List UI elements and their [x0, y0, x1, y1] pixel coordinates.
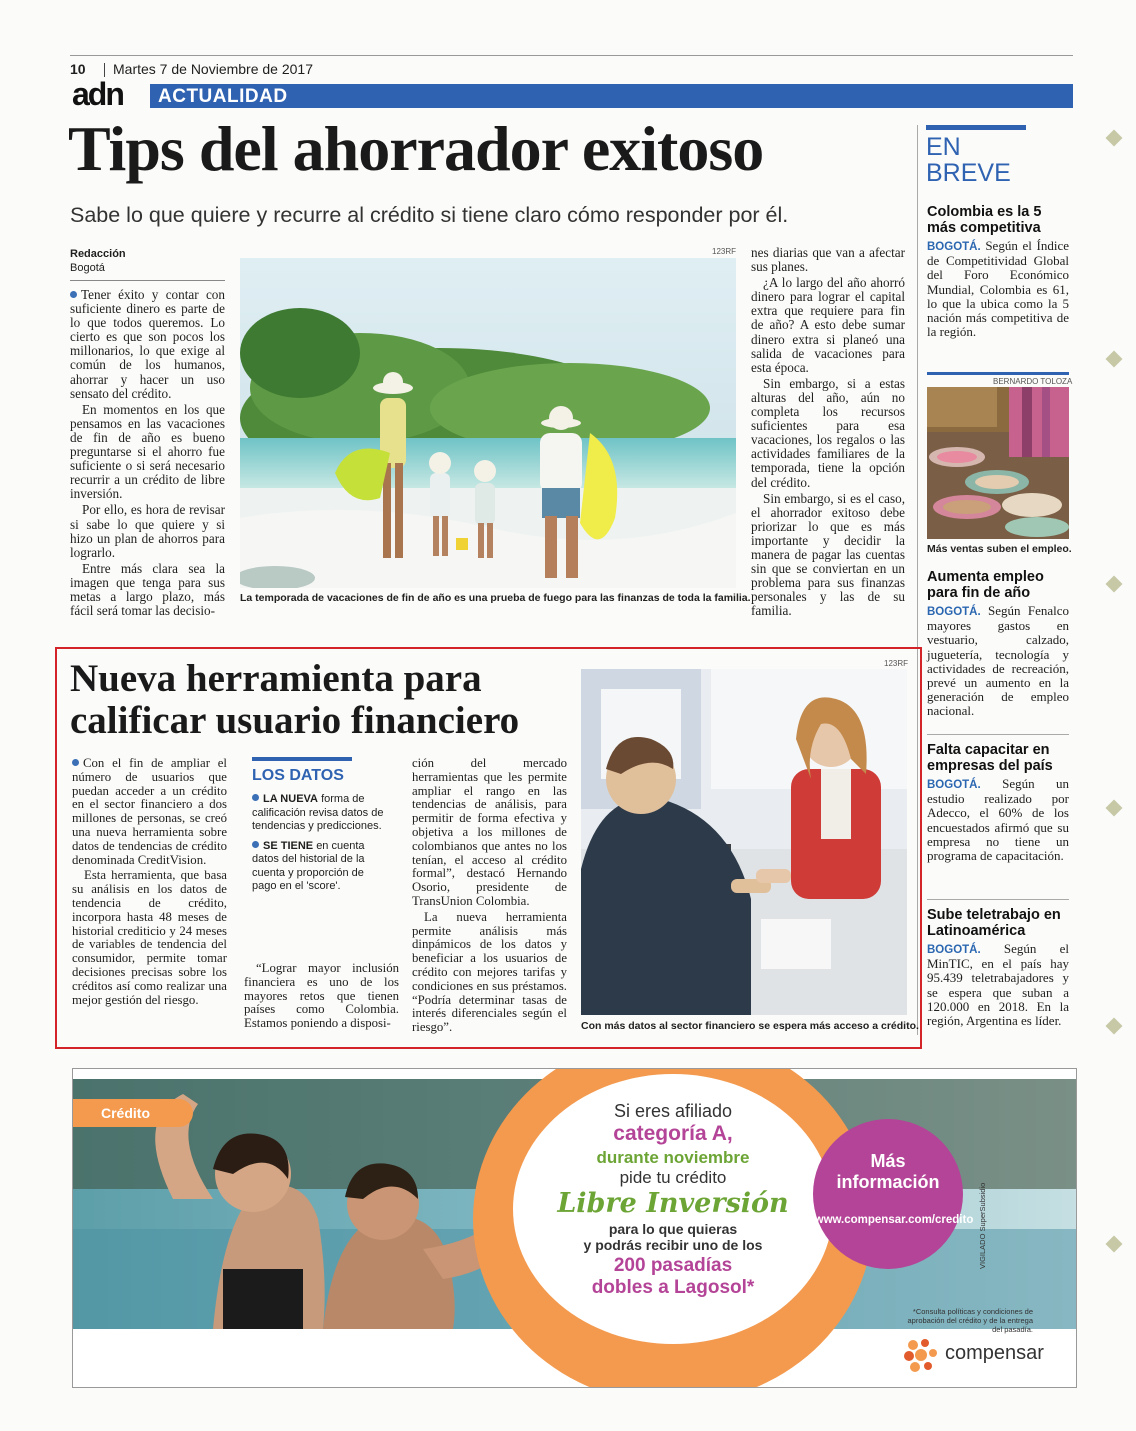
ad-disclaimer: *Consulta políticas y condiciones de aprobación del crédito y de la entrega del pasadía. — [907, 1307, 1033, 1334]
byline-location: Bogotá — [70, 262, 105, 274]
ad-vigilado: VIGILADO SuperSubsidio — [978, 1182, 987, 1269]
ad-info-circle[interactable] — [813, 1119, 963, 1269]
second-article-quote: “Lograr mayor inclusión financiera es uno de los mayores retos que tienen países como Colombia. Estamos poniendo a disposi- — [244, 961, 399, 1031]
breve-headline: Colombia es la 5 más competitiva — [927, 204, 1042, 236]
ad-credito-tag: Crédito — [73, 1099, 193, 1127]
photo-caption: La temporada de vacaciones de fin de año es una prueba de fuego para las finanzas de toda la familia. — [240, 592, 751, 604]
breve-item-1: Colombia es la 5 más competitiva BOGOTÁ. Según el Índice de Competitividad Global del Foro Económico Mundial, Colombia es 61, lo que la ubica como la 5 nación más competitiva de la región. — [927, 204, 1069, 340]
margin-mark — [1106, 1018, 1123, 1035]
second-article-col1: Con el fin de ampliar el número de usuarios que puedan acceder a un crédito en el sector financiero a dos millones de personas, se creó una nueva herramienta sobre datos de tendencias de crédito denominada CreditVision. Esta herramienta, que basa su análisis en los datos de tendencia de crédito, incorpora hasta 48 meses de historial crediticio y 24 meses de variables de tendencia del consumidor, permite tomar decisiones precisas sobre los créditos así como realizar una mejor gestión del riesgo. — [72, 756, 227, 1007]
main-subtitle: Sabe lo que quiere y recurre al crédito si tiene claro cómo responder por él. — [70, 203, 789, 227]
byline: Redacción — [70, 248, 126, 260]
breve-item-4: Sube teletrabajo en Latinoamérica BOGOTÁ. Según el MinTIC, en el país hay 95.439 teletrabajadores y se espera que suban a 120.000 en 2018. En la región, Argentina es líder. — [927, 907, 1069, 1029]
issue-date: Martes 7 de Noviembre de 2017 — [113, 61, 313, 77]
margin-mark — [1106, 130, 1123, 147]
margin-mark — [1106, 800, 1123, 817]
second-article-col3: ción del mercado herramientas que les permite ampliar el rango en las tendencias de análisis, para permitir de forma efectiva y objetiva a los millones de colombianos que antes no los tenían, el acceso al crédito formal”, destacó Hernando Osorio, presidente de TransUnion Colombia. La nueva herramienta permite análisis más dinpámicos de los datos y beneficiar a los usuarios de crédito con mejores tarifas y condiciones en sus préstamos. “Podría determinar tasas de interés diferenciales según el riesgo”. — [412, 756, 567, 1035]
breve-city: BOGOTÁ. — [927, 944, 981, 956]
ad-offer-text: Si eres afiliado categoría A, durante noviembre pide tu crédito Libre Inversión para lo que quieras y podrás recibir uno de los 200 pasadías dobles a Lagosol* — [557, 1101, 789, 1298]
main-article-col2: nes diarias que van a afectar sus planes. ¿A lo largo del año ahorró dinero para lograr el capital extra que requiere para fin de año? A esto debe sumar dinero extra si planeó una salida de vacaciones para esta época. Sin embargo, si a estas alturas del año, aún no completa los recursos suficientes para esa vacaciones, los regalos o las actividades familiares de la temporada, tiene la opción del crédito. Sin embargo, si es el caso, el ahorrador exitoso debe priorizar lo que es más importante y decidir la manera de pagar las cuentas sin que se conviertan en un problema para sus finanzas personales y las de su familia. — [751, 245, 905, 619]
section-label: ACTUALIDAD — [158, 86, 288, 107]
main-article-col1: Tener éxito y contar con suficiente dinero es parte de lo que todos queremos. Lo cierto es que son pocos los millonarios, lo que exige al común de los humanos, ahorrar y hacer un uso sensato del crédito. En momentos en los que pensamos en las vacaciones de fin de año es bueno preguntarse si el ahorro fue suficiente o si será necesario recurrir a un crédito de libre inversión. Por ello, es hora de revisar si sabe lo que quiere y si hizo un plan de ahorros para lograrlo. Entre más clara sea la imagen que tenga para sus metas a largo plazo, más fácil será tomar las decisio- — [70, 287, 225, 619]
ad-info-text: Más información — [836, 1151, 940, 1192]
adn-logo: adn — [72, 76, 123, 112]
breve-divider — [927, 734, 1069, 735]
breve-headline: Falta capacitar en empresas del país — [927, 742, 1053, 774]
bullet-dot — [70, 291, 77, 298]
en-breve-topbar — [926, 125, 1026, 130]
ad-url-link[interactable]: www.compensar.com/credito — [814, 1214, 974, 1226]
main-headline: Tips del ahorrador exitoso — [68, 113, 764, 184]
compensar-brand: compensar — [945, 1342, 1044, 1364]
second-photo-caption: Con más datos al sector financiero se espera más acceso a crédito. — [581, 1020, 919, 1032]
section-bar — [150, 84, 1073, 108]
margin-mark — [1106, 351, 1123, 368]
breve-headline: Sube teletrabajo en Latinoamérica — [927, 907, 1061, 939]
byline-rule — [70, 280, 225, 281]
page-number: 10 — [70, 61, 86, 77]
bullet-dot — [252, 841, 259, 848]
handshake-photo — [581, 669, 907, 1015]
breve-divider — [927, 899, 1069, 900]
second-photo-credit: 123RF — [884, 659, 909, 668]
breve-city: BOGOTÁ. — [927, 779, 981, 791]
datos-item-1: LA NUEVA forma de calificación revisa datos de tendencias y predicciones. — [252, 793, 384, 832]
bullet-dot — [72, 759, 79, 766]
breve-photo-caption: Más ventas suben el empleo. — [927, 543, 1072, 555]
breve-city: BOGOTÁ. — [927, 241, 981, 253]
breve-city: BOGOTÁ. — [927, 606, 981, 618]
breve-headline: Aumenta empleo para fin de año — [927, 569, 1044, 601]
photo-credit: 123RF — [712, 247, 737, 256]
breve-photo-rule — [927, 372, 1069, 375]
datos-item-2: SE TIENE en cuenta datos del historial de la cuenta y proporción de pago en el 'score'. — [252, 839, 365, 892]
breve-item-3: Falta capacitar en empresas del país BOGOTÁ. Según un estudio realizado por Adecco, el 60% de los encuestados afirmó que su empresa no tiene un programa de capacitación. — [927, 742, 1070, 864]
breve-item-2: Aumenta empleo para fin de año BOGOTÁ. Según Fenalco mayores gastos en vestuario, calzado, juguetería, tecnología y actividades de recreación, prevé un aumento en la generación de empleo nacional. — [927, 569, 1070, 719]
shoes-photo — [927, 387, 1069, 539]
ad-frame — [72, 1068, 1077, 1388]
compensar-logo-icon — [901, 1337, 941, 1373]
header-divider — [104, 63, 105, 77]
breve-photo-credit: BERNARDO TOLOZA — [993, 377, 1073, 386]
los-datos-rule — [252, 757, 352, 761]
los-datos-title: LOS DATOS — [252, 767, 344, 784]
top-rule — [70, 55, 1073, 56]
bullet-dot — [252, 794, 259, 801]
margin-mark — [1106, 576, 1123, 593]
los-datos-box — [252, 757, 390, 894]
margin-mark — [1106, 1236, 1123, 1253]
beach-family-photo — [240, 258, 736, 588]
second-headline: Nueva herramienta para calificar usuario financiero — [70, 657, 520, 742]
en-breve-title: EN BREVE — [926, 133, 1011, 187]
